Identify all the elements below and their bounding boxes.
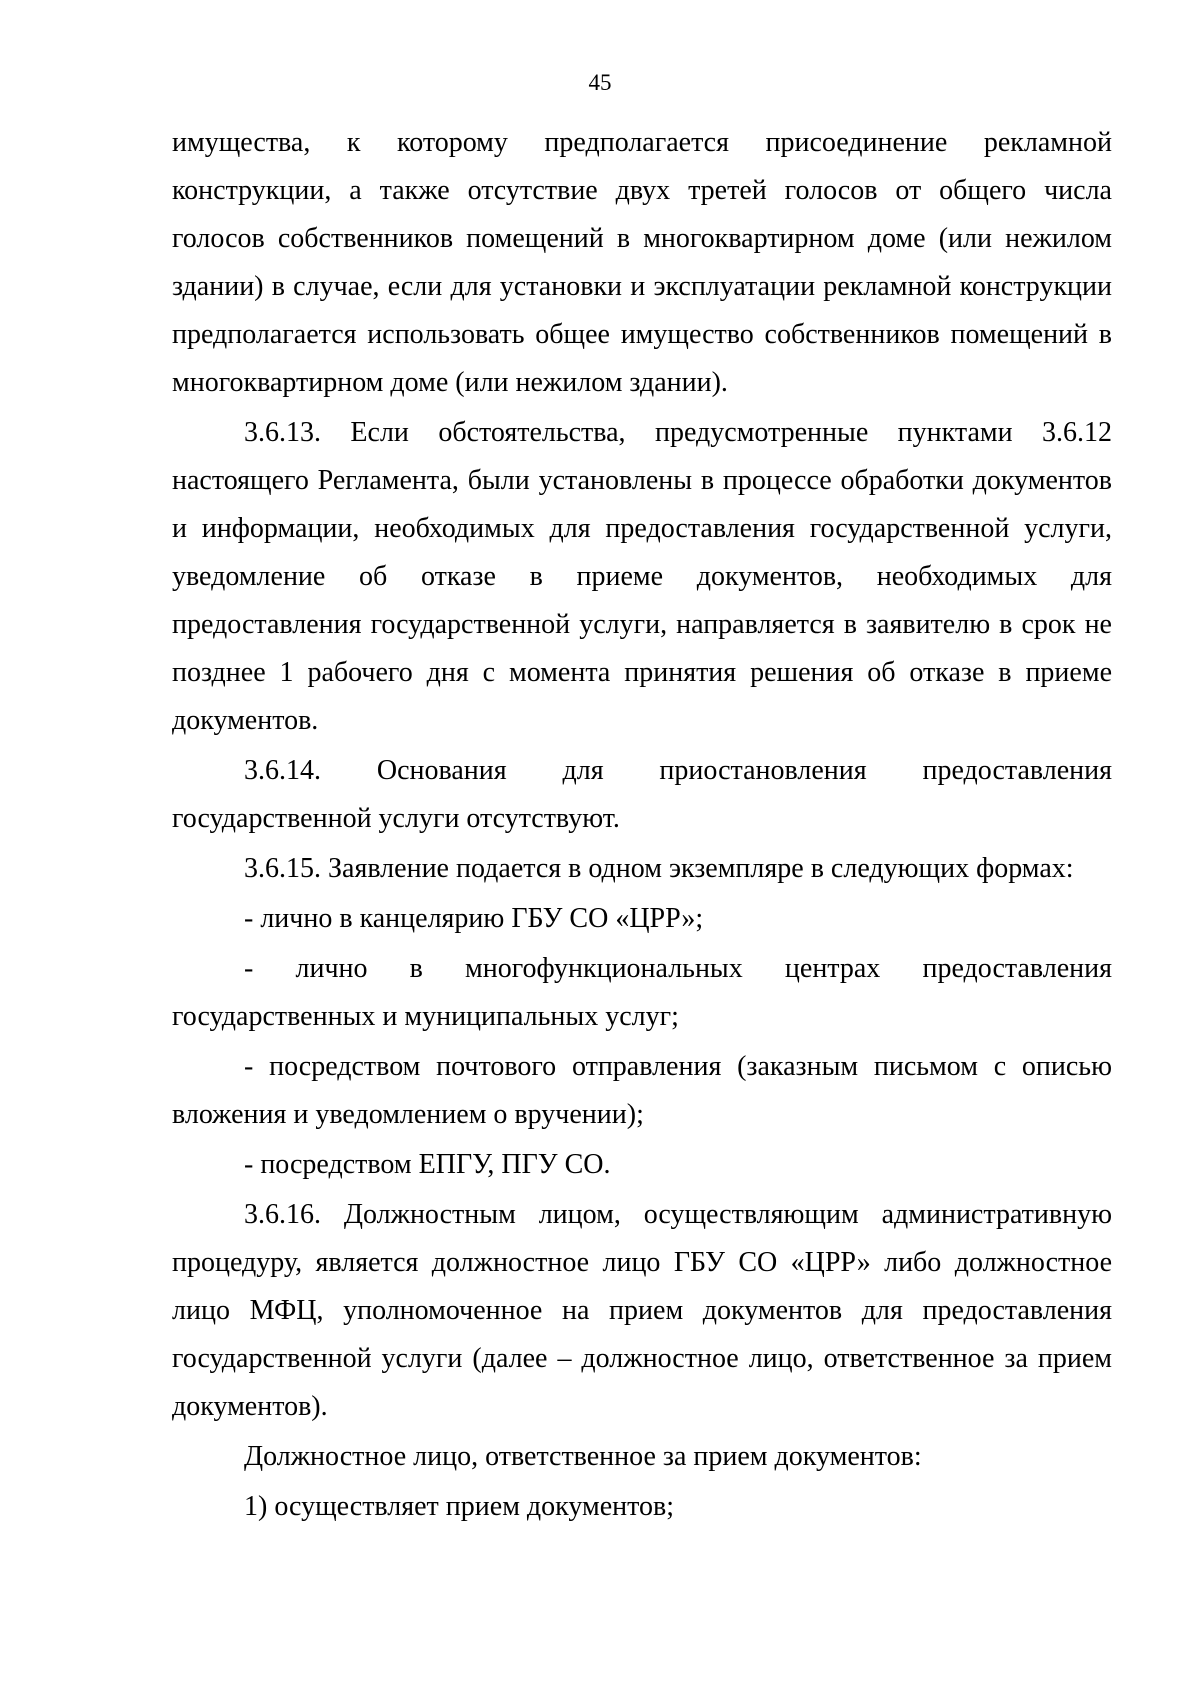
- paragraph-3-6-13: 3.6.13. Если обстоятельства, предусмотренные пунктами 3.6.12 настоящего Регламента, были установлены в процессе обработки документов и информации, необходимых для предоставления государственной услуги, уведомление об отказе в приеме документов, необходимых для предоставления государственной услуги, направляется в заявителю в срок не позднее 1 рабочего дня с момента принятия решения об отказе в приеме документов.: [172, 417, 1112, 736]
- paragraph-3-6-16: 3.6.16. Должностным лицом, осуществляющим административную процедуру, является должностное лицо ГБУ СО «ЦРР» либо должностное лицо МФЦ, уполномоченное на прием документов для предоставления государственной услуги (далее – должностное лицо, ответственное за прием документов).: [172, 1199, 1112, 1422]
- paragraph-continuation: имущества, к которому предполагается присоединение рекламной конструкции, а также отсутствие двух третей голосов от общего числа голосов собственников помещений в многоквартирном доме (или нежилом здании) в случае, если для установки и эксплуатации рекламной конструкции предполагается использовать общее имущество собственников помещений в многоквартирном доме (или нежилом здании).: [172, 127, 1112, 398]
- list-item-chancellery: - лично в канцелярию ГБУ СО «ЦРР»;: [244, 903, 704, 934]
- page-body: [172, 119, 1112, 1531]
- paragraph-3-6-14: 3.6.14. Основания для приостановления предоставления государственной услуги отсутствуют.: [172, 755, 1112, 834]
- paragraph-official-duties: Должностное лицо, ответственное за прием документов:: [244, 1441, 922, 1472]
- list-item-accept-documents: 1) осуществляет прием документов;: [244, 1491, 674, 1522]
- paragraph-3-6-15: 3.6.15. Заявление подается в одном экземпляре в следующих формах:: [244, 853, 1074, 884]
- list-item-mfc: - лично в многофункциональных центрах предоставления государственных и муниципальных услуг;: [172, 953, 1112, 1032]
- list-item-postal: - посредством почтового отправления (заказным письмом с описью вложения и уведомлением о вручении);: [172, 1051, 1112, 1130]
- page-number: 45: [588, 70, 612, 95]
- list-item-epgu: - посредством ЕПГУ, ПГУ СО.: [244, 1149, 611, 1180]
